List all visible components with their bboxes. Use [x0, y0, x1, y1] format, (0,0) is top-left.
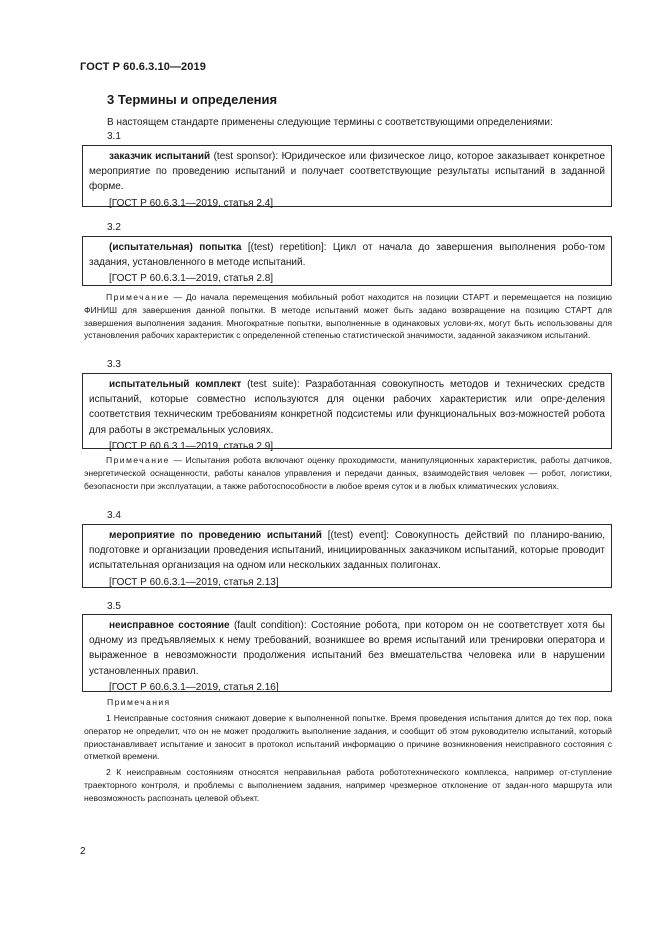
- term-note: [84, 291, 612, 342]
- notes-heading: Примечания: [107, 697, 171, 707]
- term-text: (test suite): Разработанная совокупность методов и технических средств испытаний, которые совместно используются для оценки рабочих характеристик или опре-деления соответствия техническим требованиям конкретной подсистемы или функциональных воз-можностей робота для работы в экстремальных условиях.: [89, 379, 605, 436]
- term-text: (fault condition): Состояние робота, при котором он не соответствует хотя бы одному из предъявляемых к нему требований, возникшее во время испытаний или тренировки оператора и выраженное в невозможности продолжения испытаний без вмешательства человека или в нарушении установленных правил.: [89, 620, 605, 677]
- note-item-2: 2 К неисправным состояниям относятся неправильная работа робототехнического комплекса, например от-ступление траекторного контроля, и проблемы с выполнением задания, например чрезмерное отклонение от задан-ного маршрута или невозможность распознать целевой объект.: [84, 767, 612, 803]
- term-box-3-2: [82, 236, 612, 286]
- term-box-3-1: [82, 145, 612, 207]
- term-number: 3.1: [107, 131, 121, 142]
- note-label: Примечание: [106, 292, 170, 302]
- term-number: 3.4: [107, 510, 121, 521]
- note-item-1: 1 Неисправные состояния снижают доверие к выполненной попытке. Время проведения испытания длится до тех пор, пока оператор не определит, что он не может продолжить выполнение задания, и сообщит об этом руководителю испытаний, который приостанавливает испытание и заносит в протокол испытаний информацию о причине возникновения неисправного состояния с отметкой времени.: [84, 713, 612, 762]
- term-name: мероприятие по проведению испытаний: [109, 530, 322, 541]
- term-source: [ГОСТ Р 60.6.3.1—2019, статья 2.16]: [109, 681, 279, 693]
- section-intro: В настоящем стандарте применены следующие термины с соответствующими определениями:: [107, 117, 553, 128]
- term-name: испытательный комплект: [109, 379, 242, 390]
- term-source: [ГОСТ Р 60.6.3.1—2019, статья 2.8]: [109, 273, 274, 285]
- term-definition: [89, 528, 605, 574]
- term-text: [(test) event]: Совокупность действий по планиро-ванию, подготовке и организации проведения испытаний, инициированных заказчиком испытаний, которые проводит испытательная организация на одном или нескольких заданных полигонах.: [89, 530, 605, 572]
- document-id: ГОСТ Р 60.6.3.10—2019: [80, 61, 206, 73]
- term-note: [84, 454, 612, 492]
- term-box-3-3: [82, 373, 612, 452]
- term-number: 3.5: [107, 601, 121, 612]
- term-number: 3.2: [107, 222, 121, 233]
- term-text: (test sponsor): Юридическое или физическое лицо, которое заказывает конкретное мероприятие по проведению испытаний и получает соответствующие результаты испытаний в заданной форме.: [89, 151, 605, 193]
- term-source: [ГОСТ Р 60.6.3.1—2019, статья 2.4]: [109, 197, 274, 209]
- page-number: 2: [80, 846, 86, 857]
- note-text: — Испытания робота включают оценку проходимости, манипуляционных характеристик, работы датчиков, энергетической оснащенности, работы каналов управления и передачи данных, взаимодействия человек — робот, логистики, безопасности при эксплуатации, а также работоспособности в любое время суток и в любых климатических условиях.: [84, 455, 612, 491]
- term-name: (испытательная) попытка: [109, 242, 242, 253]
- term-source: [ГОСТ Р 60.6.3.1—2019, статья 2.9]: [109, 440, 274, 452]
- term-text: [(test) repetition]: Цикл от начала до завершения выполнения робо-том задания, установленного в методе испытаний.: [89, 242, 605, 269]
- term-definition: [89, 149, 605, 195]
- term-name: неисправное состояние: [109, 620, 230, 631]
- term-source: [ГОСТ Р 60.6.3.1—2019, статья 2.13]: [109, 576, 279, 588]
- section-title: 3 Термины и определения: [107, 92, 278, 107]
- term-box-3-4: [82, 524, 612, 588]
- term-name: заказчик испытаний: [109, 151, 211, 162]
- note-label: Примечание: [106, 455, 170, 465]
- term-number: 3.3: [107, 359, 121, 370]
- term-box-3-5: [82, 614, 612, 692]
- note-text: — До начала перемещения мобильный робот находится на позиции СТАРТ и перемещается на позицию ФИНИШ для завершения данной попытки. В методе испытаний может быть задано возвращение на позицию СТАРТ для завершения выполнения задания. Многократные попытки, выполненные в одинаковых услови-ях, могут быть использованы для установления рабочих характеристик с определенной степенью статистической значимости, заданной заказчиком испытаний.: [84, 292, 612, 341]
- term-definition: [89, 240, 605, 270]
- term-definition: [89, 618, 605, 679]
- term-definition: [89, 377, 605, 438]
